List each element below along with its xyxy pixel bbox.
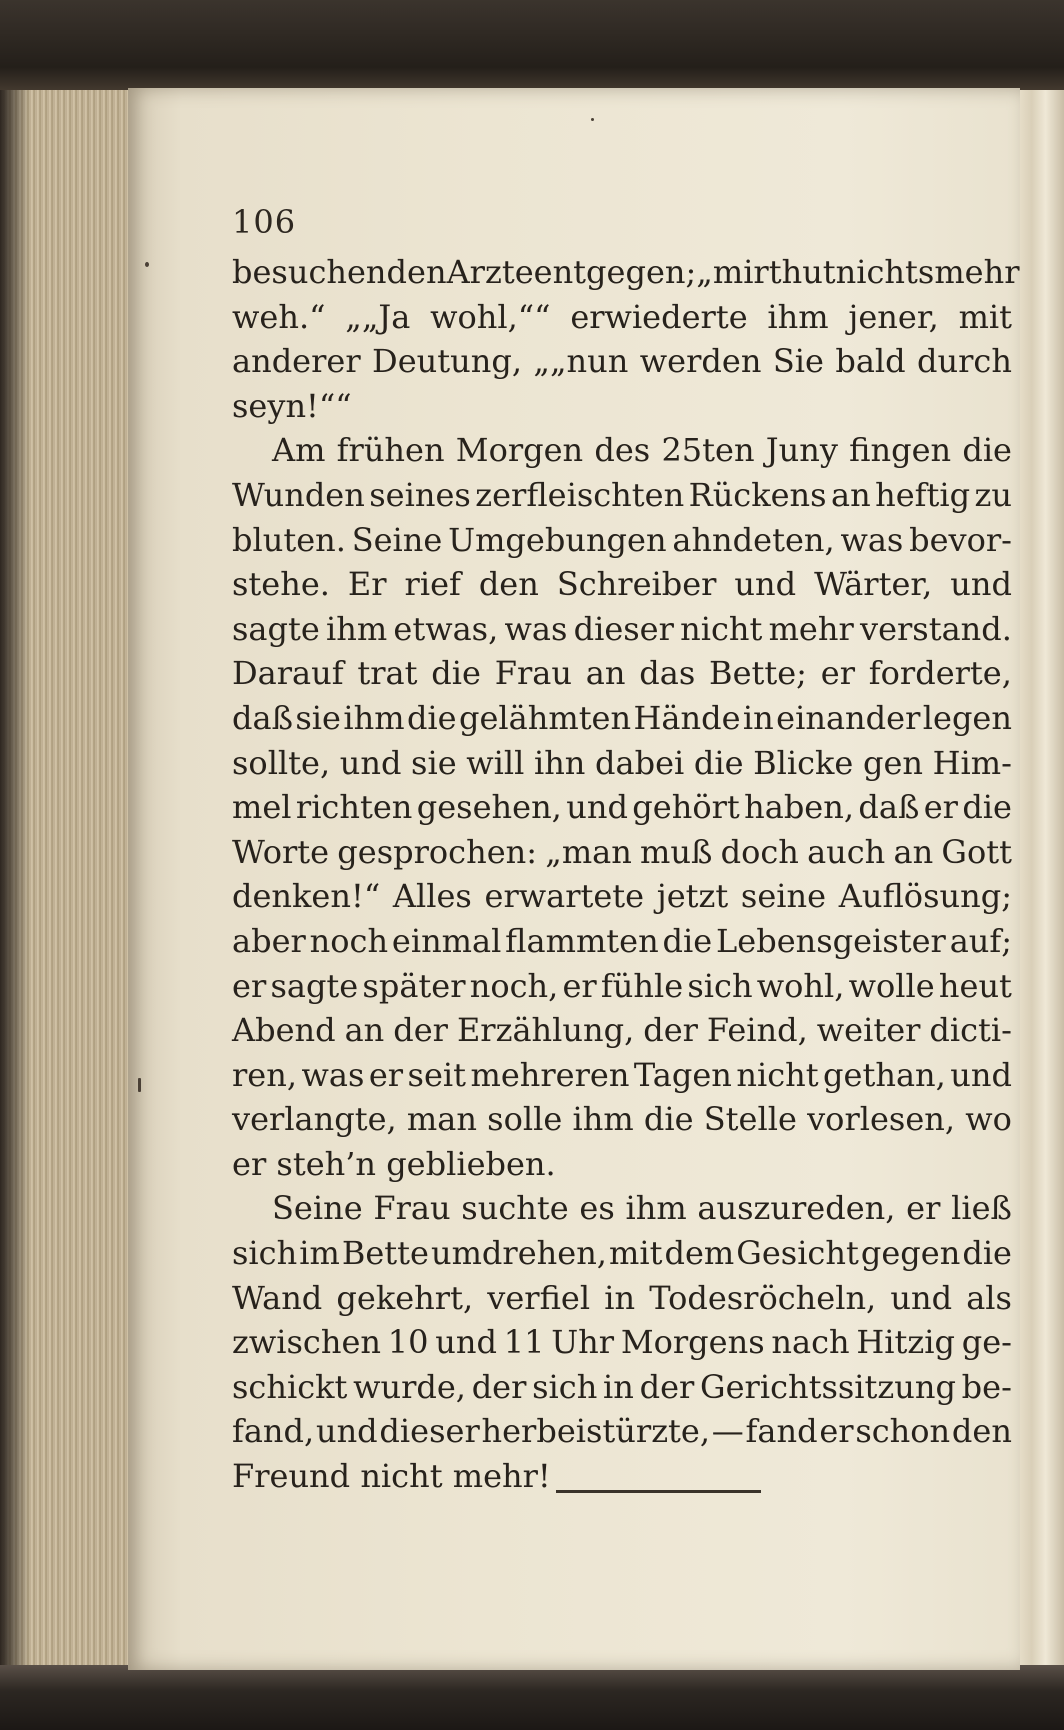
text-line: anderer Deutung, „„nun werden Sie bald durch xyxy=(232,342,1012,381)
text-line: sollte, und sie will ihn dabei die Blicke gen Him- xyxy=(232,743,1012,782)
paper-speck xyxy=(138,1078,141,1092)
binding-shadow xyxy=(0,90,30,1670)
text-line: er steh’n geblieben. xyxy=(232,1144,556,1183)
text-line: seyn!““ xyxy=(232,386,352,425)
text-line: besuchenden Arzte entgegen; „mir thut nichts mehr xyxy=(232,253,1020,291)
paper-speck xyxy=(591,118,594,121)
text-line: bluten. Seine Umgebungen ahndeten, was bevor- xyxy=(232,520,1012,559)
body-text xyxy=(232,250,1020,1499)
text-line: mel richten gesehen, und gehört haben, daß er die xyxy=(232,788,1012,827)
text-line: Darauf trat die Frau an das Bette; er forderte, xyxy=(232,654,1012,693)
text-line: Worte gesprochen: „man muß doch auch an Gott xyxy=(232,832,1012,871)
text-line: aber noch einmal flammten die Lebensgeister auf; xyxy=(232,921,1012,960)
paper-speck xyxy=(145,262,149,267)
text-line: verlangte, man solle ihm die Stelle vorlesen, wo xyxy=(232,1100,1012,1139)
text-line: daß sie ihm die gelähmten Hände in einander legen xyxy=(232,698,1012,737)
text-line: fand, und dieser herbeistürzte, — fand er schon den xyxy=(232,1412,1012,1451)
end-rule xyxy=(556,1490,761,1493)
text-line: sich im Bette umdrehen, mit dem Gesicht gegen die xyxy=(232,1234,1012,1273)
page-edges-right xyxy=(1018,90,1064,1670)
text-line: schickt wurde, der sich in der Gerichtssitzung be- xyxy=(232,1367,1012,1406)
text-line: denken!“ Alles erwartete jetzt seine Auflösung; xyxy=(232,877,1012,916)
page-number: 106 xyxy=(232,203,297,241)
text-line: Seine Frau suchte es ihm auszureden, er ließ xyxy=(272,1189,1012,1228)
book-cover-bottom xyxy=(0,1665,1064,1730)
text-line: weh.“ „„Ja wohl,““ erwiederte ihm jener, mit xyxy=(232,297,1012,336)
text-line: Abend an der Erzählung, der Feind, weiter dicti- xyxy=(232,1011,1012,1050)
book-cover-top xyxy=(0,0,1064,96)
text-line: Wunden seines zerfleischten Rückens an heftig zu xyxy=(232,475,1012,514)
text-line: Am frühen Morgen des 25ten Juny fingen die xyxy=(272,431,1012,470)
text-line: zwischen 10 und 11 Uhr Morgens nach Hitzig ge- xyxy=(232,1323,1012,1362)
text-line: Wand gekehrt, verfiel in Todesröcheln, und als xyxy=(232,1278,1012,1317)
text-line: Freund nicht mehr! xyxy=(232,1457,551,1496)
text-line: sagte ihm etwas, was dieser nicht mehr verstand. xyxy=(232,609,1012,648)
text-line: er sagte später noch, er fühle sich wohl, wolle heut xyxy=(232,966,1012,1005)
text-line: ren, was er seit mehreren Tagen nicht gethan, und xyxy=(232,1055,1012,1094)
text-line: stehe. Er rief den Schreiber und Wärter, und xyxy=(232,565,1012,604)
